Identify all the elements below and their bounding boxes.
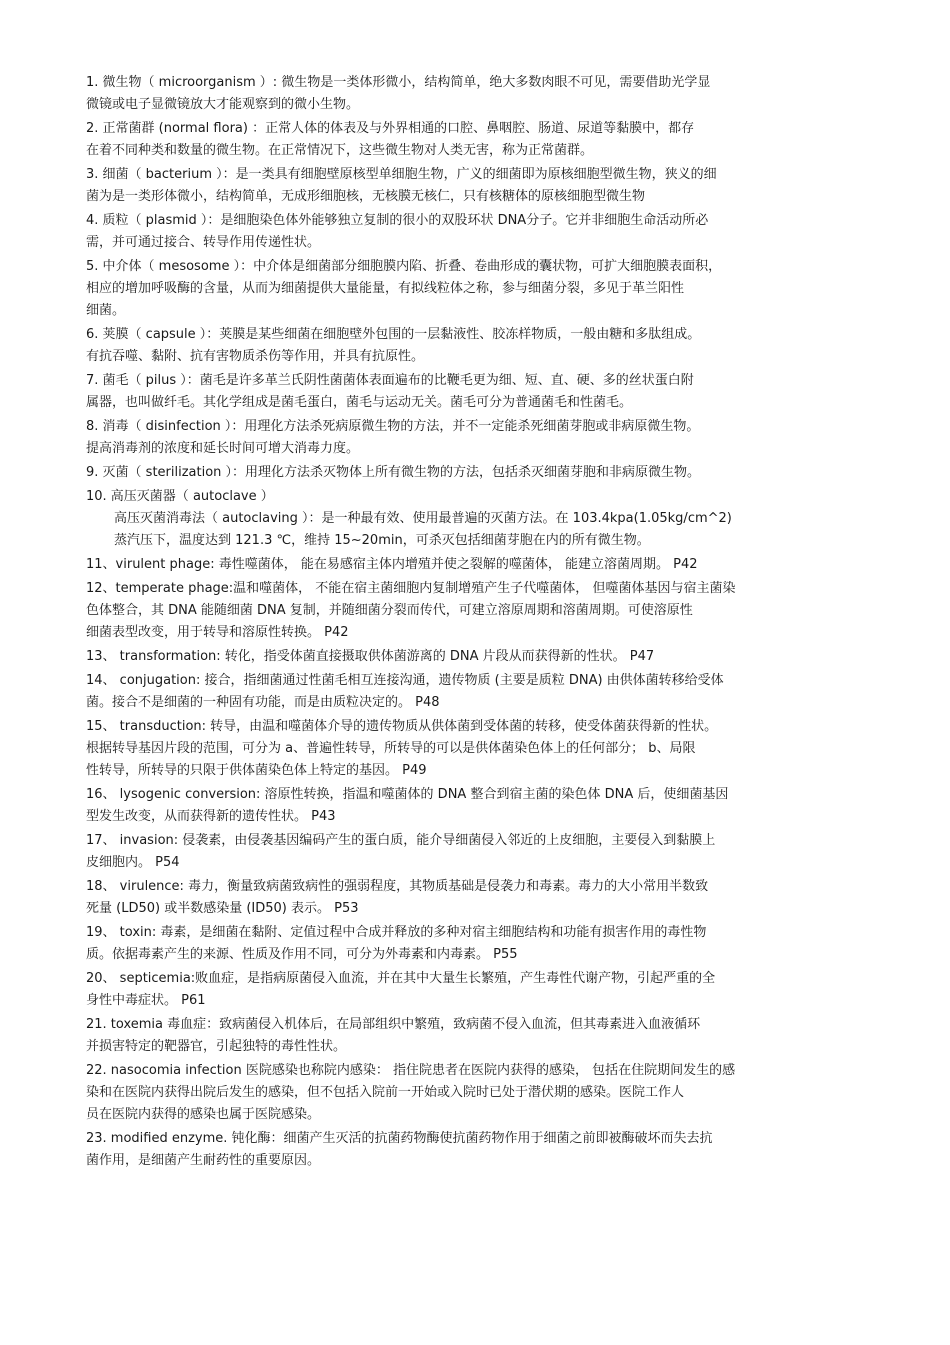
definition-entry — [86, 72, 876, 116]
entry-text-line: 微镜或电子显微镜放大才能观察到的微小生物。 — [86, 97, 360, 112]
definition-entry — [86, 118, 876, 162]
entry-text-line: 皮细胞内。 P54 — [86, 855, 180, 870]
entry-subtext-line: 高压灭菌消毒法（ autoclaving ）：是一种最有效、使用最普遍的灭菌方法。在 103.4kpa(1.05kg/cm^2) — [114, 511, 732, 526]
definition-entry — [86, 1128, 876, 1172]
entry-text-line: 22. nasocomia infection 医院感染也称院内感染： 指住院患者在医院内获得的感染， 包括在住院期间发生的感 — [86, 1063, 736, 1078]
entry-text-line: 19、 toxin: 毒素，是细菌在黏附、定值过程中合成并释放的多种对宿主细胞结构和功能有损害作用的毒性物 — [86, 925, 707, 940]
entry-text-line: 身性中毒症状。 P61 — [86, 993, 206, 1008]
entry-text-line: 15、 transduction: 转导，由温和噬菌体介导的遗传物质从供体菌到受体菌的转移，使受体菌获得新的性状。 — [86, 719, 718, 734]
entry-text-line: 菌为是一类形体微小，结构简单，无成形细胞核，无核膜无核仁，只有核糖体的原核细胞型微生物 — [86, 189, 646, 204]
definition-entry — [86, 830, 876, 874]
definition-entry — [86, 416, 876, 460]
entry-text-line: 16、 lysogenic conversion: 溶原性转换，指温和噬菌体的 DNA 整合到宿主菌的染色体 DNA 后，使细菌基因 — [86, 787, 729, 802]
entry-text-line: 20、 septicemia:败血症，是指病原菌侵入血流，并在其中大量生长繁殖，产生毒性代谢产物，引起严重的全 — [86, 971, 716, 986]
entry-text-line: 色体整合，其 DNA 能随细菌 DNA 复制，并随细菌分裂而传代，可建立溶原周期和溶菌周期。可使溶原性 — [86, 603, 693, 618]
entry-text-line: 菌。接合不是细菌的一种固有功能，而是由质粒决定的。 P48 — [86, 695, 440, 710]
entry-text-line: 染和在医院内获得出院后发生的感染，但不包括入院前一开始或入院时已处于潜伏期的感染。医院工作人 — [86, 1085, 685, 1100]
definition-entry — [86, 876, 876, 920]
definition-entry — [86, 210, 876, 254]
document-body — [86, 72, 876, 1174]
definition-entry — [86, 164, 876, 208]
entry-text-line: 3. 细菌（ bacterium ）：是一类具有细胞壁原核型单细胞生物，广义的细菌即为原核细胞型微生物，狭义的细 — [86, 167, 717, 182]
entry-text-line: 1. 微生物（ microorganism ）: 微生物是一类体形微小，结构简单，绝大多数肉眼不可见，需要借助光学显 — [86, 75, 711, 90]
entry-text-line: 21. toxemia 毒血症：致病菌侵入机体后，在局部组织中繁殖，致病菌不侵入血流，但其毒素进入血液循环 — [86, 1017, 701, 1032]
entry-text-line: 型发生改变，从而获得新的遗传性状。 P43 — [86, 809, 336, 824]
definition-entry — [86, 462, 876, 484]
entry-text-line: 6. 荚膜（ capsule ）：荚膜是某些细菌在细胞壁外包围的一层黏液性、胶冻样物质，一般由糖和多肽组成。 — [86, 327, 701, 342]
definition-entry — [86, 646, 876, 668]
entry-text-line: 质。依据毒素产生的来源、性质及作用不同，可分为外毒素和内毒素。 P55 — [86, 947, 518, 962]
definition-entry — [86, 324, 876, 368]
definition-entry — [86, 256, 876, 322]
entry-text-line: 4. 质粒（ plasmid ）：是细胞染色体外能够独立复制的很小的双股环状 DNA分子。它并非细胞生命活动所必 — [86, 213, 709, 228]
definition-entry — [86, 370, 876, 414]
entry-text-line: 2. 正常菌群 (normal flora) ：正常人体的体表及与外界相通的口腔、鼻咽腔、肠道、尿道等黏膜中，都存 — [86, 121, 695, 136]
entry-text-line: 员在医院内获得的感染也属于医院感染。 — [86, 1107, 321, 1122]
entry-text-line: 有抗吞噬、黏附、抗有害物质杀伤等作用，并具有抗原性。 — [86, 349, 425, 364]
entry-text-line: 12、temperate phage:温和噬菌体， 不能在宿主菌细胞内复制增殖产生子代噬菌体， 但噬菌体基因与宿主菌染 — [86, 581, 736, 596]
entry-subtext-line: 蒸汽压下，温度达到 121.3 ℃，维持 15~20min，可杀灭包括细菌芽胞在内的所有微生物。 — [114, 533, 650, 548]
entry-text-line: 18、 virulence: 毒力，衡量致病菌致病性的强弱程度，其物质基础是侵袭力和毒素。毒力的大小常用半数致 — [86, 879, 709, 894]
definition-entry — [86, 670, 876, 714]
entry-text-line: 17、 invasion: 侵袭素，由侵袭基因编码产生的蛋白质，能介导细菌侵入邻近的上皮细胞，主要侵入到黏膜上 — [86, 833, 716, 848]
entry-text-line: 8. 消毒（ disinfection ）：用理化方法杀死病原微生物的方法，并不一定能杀死细菌芽胞或非病原微生物。 — [86, 419, 700, 434]
entry-text-line: 提高消毒剂的浓度和延长时间可增大消毒力度。 — [86, 441, 360, 456]
entry-text-line: 相应的增加呼吸酶的含量，从而为细菌提供大量能量，有拟线粒体之称，参与细菌分裂，多见于革兰阳性 — [86, 281, 685, 296]
entry-text-line: 属器，也叫做纤毛。其化学组成是菌毛蛋白，菌毛与运动无关。菌毛可分为普通菌毛和性菌毛。 — [86, 395, 633, 410]
entry-text-line: 根据转导基因片段的范围，可分为 a、普遍性转导，所转导的可以是供体菌染色体上的任何部分； b、局限 — [86, 741, 696, 756]
entry-text-line: 细菌。 — [86, 303, 126, 318]
definition-entry — [86, 922, 876, 966]
definition-entry — [86, 554, 876, 576]
entry-text-line: 9. 灭菌（ sterilization ）：用理化方法杀灭物体上所有微生物的方法，包括杀灭细菌芽胞和非病原微生物。 — [86, 465, 701, 480]
entry-text-line: 10. 高压灭菌器（ autoclave ） — [86, 489, 274, 504]
entry-text-line: 5. 中介体（ mesosome ）：中介体是细菌部分细胞膜内陷、折叠、卷曲形成的囊状物，可扩大细胞膜表面积， — [86, 259, 722, 274]
entry-text-line: 性转导，所转导的只限于供体菌染色体上特定的基因。 P49 — [86, 763, 427, 778]
entry-text-line: 在着不同种类和数量的微生物。在正常情况下，这些微生物对人类无害，称为正常菌群。 — [86, 143, 594, 158]
entry-text-line: 菌作用，是细菌产生耐药性的重要原因。 — [86, 1153, 321, 1168]
entry-text-line: 13、 transformation: 转化，指受体菌直接摄取供体菌游离的 DNA 片段从而获得新的性状。 P47 — [86, 649, 655, 664]
entry-text-line: 14、 conjugation: 接合，指细菌通过性菌毛相互连接沟通，遗传物质 (主要是质粒 DNA) 由供体菌转移给受体 — [86, 673, 724, 688]
definition-entry — [86, 968, 876, 1012]
definition-entry — [86, 578, 876, 644]
definition-entry — [86, 1060, 876, 1126]
definition-entry — [86, 784, 876, 828]
entry-text-line: 7. 菌毛（ pilus ）：菌毛是许多革兰氏阴性菌菌体表面遍布的比鞭毛更为细、短、直、硬、多的丝状蛋白附 — [86, 373, 694, 388]
entry-text-line: 死量 (LD50) 或半数感染量 (ID50) 表示。 P53 — [86, 901, 359, 916]
definition-entry — [86, 716, 876, 782]
entry-text-line: 需，并可通过接合、转导作用传递性状。 — [86, 235, 321, 250]
entry-text-line: 23. modified enzyme. 钝化酶：细菌产生灭活的抗菌药物酶使抗菌药物作用于细菌之前即被酶破坏而失去抗 — [86, 1131, 713, 1146]
entry-text-line: 细菌表型改变，用于转导和溶原性转换。 P42 — [86, 625, 349, 640]
definition-entry — [86, 486, 876, 552]
definition-entry — [86, 1014, 876, 1058]
entry-text-line: 11、virulent phage: 毒性噬菌体， 能在易感宿主体内增殖并使之裂解的噬菌体， 能建立溶菌周期。 P42 — [86, 557, 698, 572]
entry-text-line: 并损害特定的靶器官，引起独特的毒性性状。 — [86, 1039, 347, 1054]
